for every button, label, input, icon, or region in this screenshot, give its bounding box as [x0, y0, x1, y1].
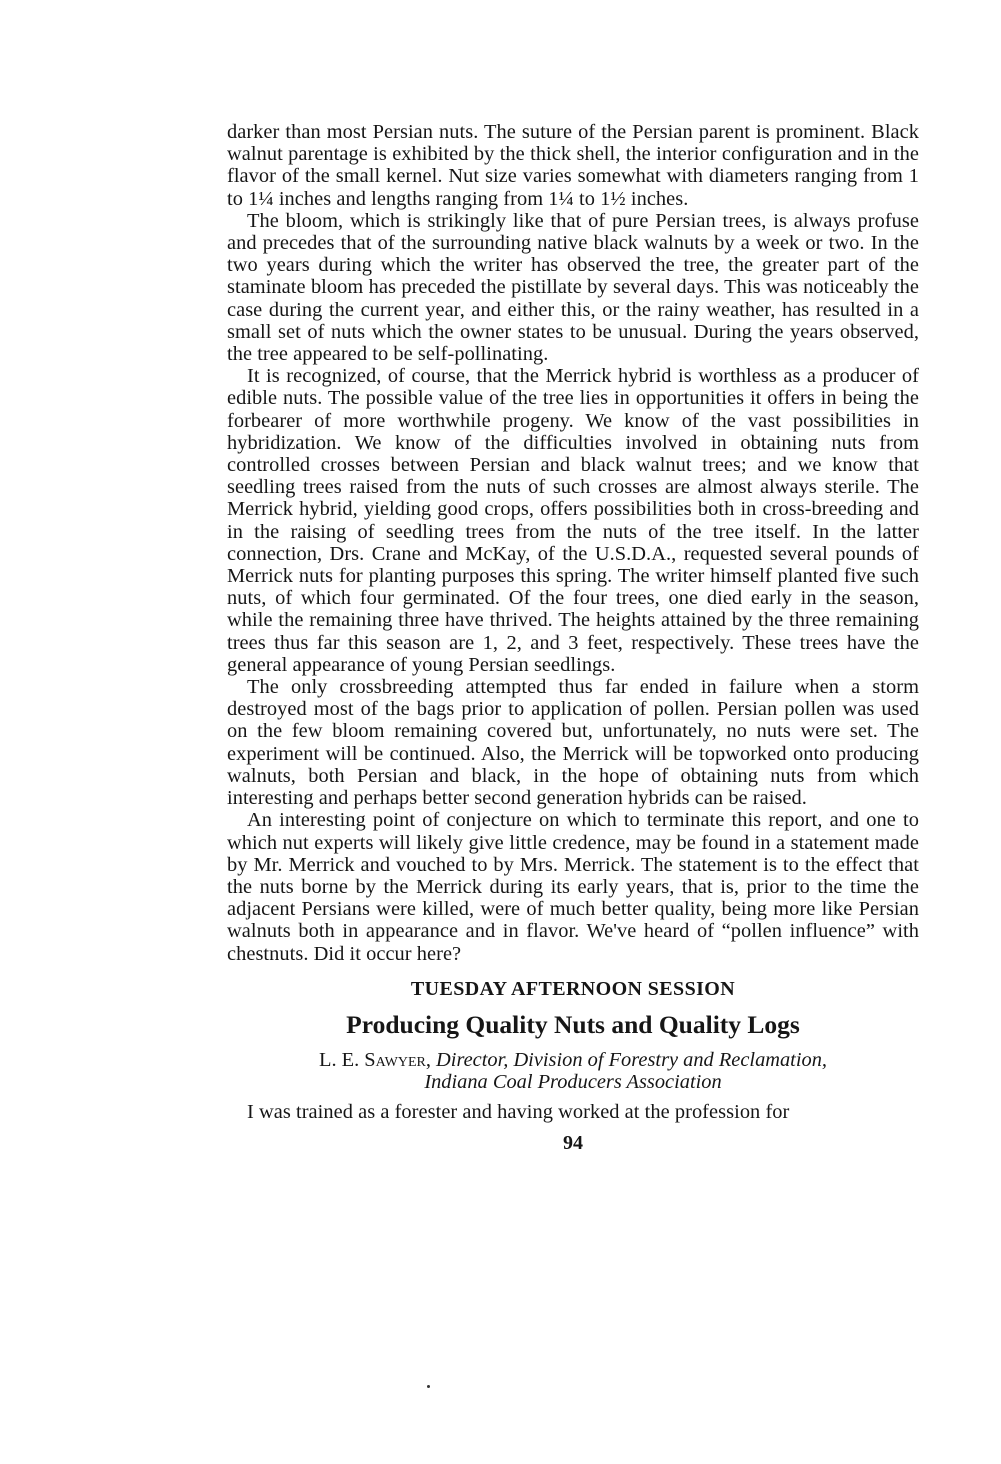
- scan-speck: [427, 1385, 430, 1388]
- session-heading: TUESDAY AFTERNOON SESSION: [410, 977, 736, 1000]
- byline: [227, 1049, 919, 1093]
- author-organization: Indiana Coal Producers Association: [424, 1070, 722, 1093]
- body-paragraph: darker than most Persian nuts. The suture of the Persian parent is prominent. Black walnut parentage is exhibited by the thick shell, the interior configuration and in the flavor of the small kernel. Nut size varies somewhat with diameters ranging from 1 to 1¼ inches and lengths ranging from 1¼ to 1½ inches.: [227, 121, 919, 210]
- page-number: 94: [563, 1132, 583, 1155]
- article-title: Producing Quality Nuts and Quality Logs: [346, 1009, 800, 1039]
- body-paragraph: The bloom, which is strikingly like that of pure Persian trees, is always profuse and precedes that of the surrounding native black walnuts by a week or two. In the two years during which the writer has observed the tree, the greater part of the staminate bloom has preceded the pistillate by several days. This was noticeably the case during the current year, and either this, or the rainy weather, has resulted in a small set of nuts which the owner states to be unusual. During the years observed, the tree appeared to be self-pollinating.: [227, 209, 919, 366]
- article-intro-paragraph: I was trained as a forester and having worked at the profession for: [247, 1101, 790, 1124]
- body-paragraph: The only crossbreeding attempted thus far ended in failure when a storm destroyed most of the bags prior to application of pollen. Persian pollen was used on the few bloom remaining covered but, unfortunately, no nuts were set. The experiment will be continued. Also, the Merrick will be topworked onto producing walnuts, both Persian and black, in the hope of obtaining nuts from which interesting and perhaps better second generation hybrids can be raised.: [227, 676, 919, 810]
- text-column: [227, 121, 919, 1155]
- body-paragraph: An interesting point of conjecture on which to terminate this report, and one to which nut experts will likely give little credence, may be found in a statement made by Mr. Merrick and vouched to by Mrs. Merrick. The statement is to the effect that the nuts borne by the Merrick during its early years, that is, prior to the time the adjacent Persians were killed, were of much better quality, being more like Persian walnuts both in appearance and in flavor. We've heard of “pollen influence” with chestnuts. Did it occur here?: [227, 809, 919, 965]
- author-role: Director, Division of Forestry and Reclamation,: [436, 1048, 828, 1071]
- body-paragraph: It is recognized, of course, that the Merrick hybrid is worthless as a producer of edible nuts. The possible value of the tree lies in opportunities it offers in being the forbearer of more worthwhile progeny. We know of the vast possibilities in hybridization. We know of the difficulties involved in obtaining nuts from controlled crosses between Persian and black walnut trees; and we know that seedling trees raised from the nuts of such crosses are almost always sterile. The Merrick hybrid, yielding good crops, offers possibilities both in cross-breeding and in the raising of seedling trees from the nuts of the tree itself. In the latter connection, Drs. Crane and McKay, of the U.S.D.A., requested several pounds of Merrick nuts for planting purposes this spring. The writer himself planted five such nuts, of which four germinated. Of the four trees, one died early in the season, while the remaining three have thrived. The heights attained by the three remaining trees thus far this season are 1, 2, and 3 feet, respectively. These trees have the general appearance of young Persian seedlings.: [227, 365, 919, 676]
- author-name: L. E. Sawyer,: [318, 1048, 431, 1071]
